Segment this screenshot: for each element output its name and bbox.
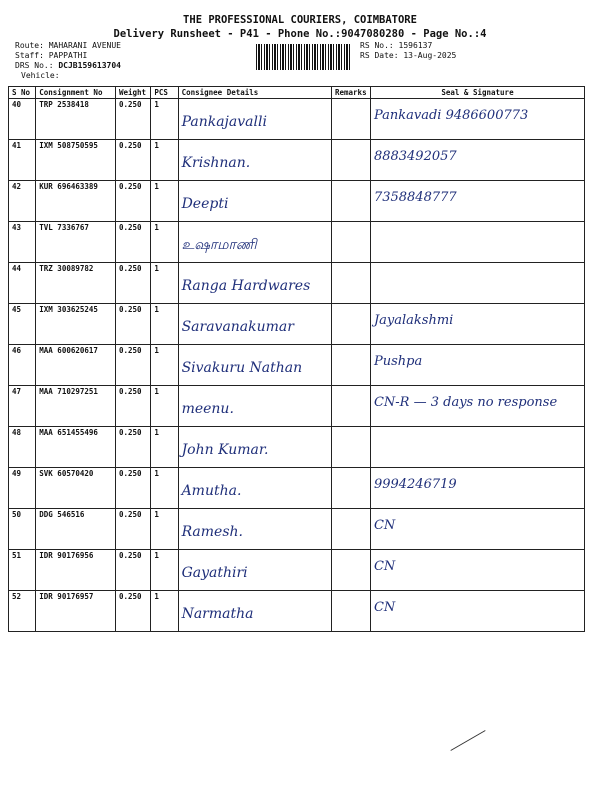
row-remarks-cell: [331, 222, 370, 263]
row-weight-cell: [115, 222, 150, 263]
row-remarks-cell: [331, 345, 370, 386]
row-pcs-cell: [151, 181, 178, 222]
row-sno: 44: [12, 264, 22, 273]
drs-value: DCJB159613704: [58, 61, 121, 70]
row-remarks-cell: [331, 140, 370, 181]
row-consignee-name: Saravanakumar: [181, 319, 294, 335]
row-seal-signature: Jayalakshmi: [373, 313, 454, 328]
row-seal-signature-cell: [370, 550, 584, 591]
rs-no-value: 1596137: [398, 41, 433, 50]
row-sno: 48: [12, 428, 22, 437]
row-seal-signature-cell: [370, 468, 584, 509]
table-row: [9, 468, 585, 509]
row-consignment-no: MAA 600620617: [39, 346, 98, 355]
row-consignee-name-cell: [178, 468, 331, 509]
row-weight: 0.250: [118, 551, 142, 560]
col-weight: Weight: [115, 87, 150, 99]
table-row: [9, 427, 585, 468]
row-sno: 45: [12, 305, 22, 314]
row-consignment-no-cell: [36, 181, 116, 222]
row-consignment-no: IXM 508750595: [39, 141, 98, 150]
right-meta: [360, 41, 456, 61]
row-remarks-cell: [331, 181, 370, 222]
row-pcs-cell: [151, 386, 178, 427]
left-meta: [15, 41, 121, 81]
staff-label: Staff:: [15, 51, 44, 60]
row-consignment-no-cell: [36, 591, 116, 632]
row-weight: 0.250: [118, 182, 142, 191]
row-consignee-name: Ranga Hardwares: [181, 278, 311, 294]
row-pcs-cell: [151, 509, 178, 550]
table-row: [9, 509, 585, 550]
row-weight-cell: [115, 386, 150, 427]
row-consignee-name-cell: [178, 181, 331, 222]
row-weight: 0.250: [118, 346, 142, 355]
row-consignee-name-cell: [178, 386, 331, 427]
row-weight-cell: [115, 591, 150, 632]
row-pcs: 1: [154, 264, 159, 273]
row-consignment-no: IDR 90176956: [39, 551, 94, 560]
row-consignment-no-cell: [36, 509, 116, 550]
table-row: [9, 345, 585, 386]
row-consignment-no-cell: [36, 427, 116, 468]
table-row: [9, 550, 585, 591]
row-pcs-cell: [151, 550, 178, 591]
row-seal-signature-cell: [370, 99, 584, 140]
row-remarks-cell: [331, 99, 370, 140]
row-consignment-no: KUR 696463389: [39, 182, 98, 191]
row-weight: 0.250: [118, 510, 142, 519]
row-consignee-name-cell: [178, 222, 331, 263]
row-weight-cell: [115, 550, 150, 591]
row-seal-signature-cell: [370, 509, 584, 550]
row-sno-cell: [9, 304, 36, 345]
row-weight-cell: [115, 263, 150, 304]
row-pcs: 1: [154, 223, 159, 232]
row-weight-cell: [115, 304, 150, 345]
row-pcs: 1: [154, 182, 159, 191]
row-sno-cell: [9, 263, 36, 304]
table-row: [9, 181, 585, 222]
row-pcs: 1: [154, 592, 159, 601]
row-weight: 0.250: [118, 592, 142, 601]
row-weight-cell: [115, 345, 150, 386]
row-consignment-no: SVK 60570420: [39, 469, 94, 478]
row-pcs: 1: [154, 141, 159, 150]
row-pcs-cell: [151, 468, 178, 509]
staff-value: PAPPATHI: [48, 51, 88, 60]
row-seal-signature: 9994246719: [373, 477, 457, 492]
row-weight: 0.250: [118, 141, 142, 150]
row-seal-signature-cell: [370, 263, 584, 304]
table-row: [9, 591, 585, 632]
row-consignment-no-cell: [36, 140, 116, 181]
row-consignee-name-cell: [178, 591, 331, 632]
row-sno-cell: [9, 140, 36, 181]
row-consignment-no-cell: [36, 304, 116, 345]
runsheet-subtitle: Delivery Runsheet - P41 - Phone No.:9047080280 - Page No.:4: [113, 28, 487, 40]
row-weight-cell: [115, 99, 150, 140]
row-consignment-no: DDG 546516: [39, 510, 85, 519]
row-pcs: 1: [154, 346, 159, 355]
barcode-image: [256, 44, 352, 70]
row-consignment-no: TRZ 30089782: [39, 264, 94, 273]
row-seal-signature: CN: [373, 559, 396, 574]
row-seal-signature: CN-R — 3 days no response: [373, 395, 558, 410]
drs-label: DRS No.:: [15, 61, 54, 70]
row-weight: 0.250: [118, 264, 142, 273]
row-pcs: 1: [154, 305, 159, 314]
table-row: [9, 304, 585, 345]
row-seal-signature-cell: [370, 222, 584, 263]
row-pcs-cell: [151, 99, 178, 140]
route-label: Route:: [15, 41, 44, 50]
row-seal-signature: Pankavadi 9486600773: [373, 108, 529, 123]
runsheet-table: [8, 86, 585, 632]
row-consignee-name-cell: [178, 304, 331, 345]
row-sno-cell: [9, 591, 36, 632]
table-row: [9, 99, 585, 140]
row-consignee-name: Narmatha: [181, 606, 254, 622]
row-consignee-name: meenu.: [181, 401, 234, 417]
row-sno-cell: [9, 468, 36, 509]
row-pcs-cell: [151, 222, 178, 263]
row-weight: 0.250: [118, 100, 142, 109]
row-consignment-no-cell: [36, 386, 116, 427]
row-weight-cell: [115, 427, 150, 468]
table-row: [9, 140, 585, 181]
row-consignment-no: IDR 90176957: [39, 592, 94, 601]
row-remarks-cell: [331, 263, 370, 304]
row-seal-signature-cell: [370, 427, 584, 468]
row-sno: 42: [12, 182, 22, 191]
row-weight: 0.250: [118, 223, 142, 232]
rs-date-value: 13-Aug-2025: [403, 51, 457, 60]
row-sno: 51: [12, 551, 22, 560]
row-consignment-no-cell: [36, 345, 116, 386]
row-consignment-no-cell: [36, 263, 116, 304]
row-sno-cell: [9, 386, 36, 427]
row-consignment-no: MAA 710297251: [39, 387, 98, 396]
row-seal-signature-cell: [370, 304, 584, 345]
row-consignee-name-cell: [178, 509, 331, 550]
row-pcs-cell: [151, 427, 178, 468]
row-seal-signature: 8883492057: [373, 149, 457, 164]
row-seal-signature-cell: [370, 140, 584, 181]
row-sno: 52: [12, 592, 22, 601]
row-remarks-cell: [331, 509, 370, 550]
row-weight: 0.250: [118, 469, 142, 478]
row-consignment-no-cell: [36, 222, 116, 263]
row-remarks-cell: [331, 550, 370, 591]
row-consignment-no: TVL 7336767: [39, 223, 89, 232]
row-pcs: 1: [154, 428, 159, 437]
row-weight-cell: [115, 509, 150, 550]
row-seal-signature: 7358848777: [373, 190, 457, 205]
row-pcs: 1: [154, 469, 159, 478]
row-consignment-no-cell: [36, 550, 116, 591]
table-row: [9, 222, 585, 263]
row-consignment-no: IXM 303625245: [39, 305, 98, 314]
col-pcs: PCS: [151, 87, 178, 99]
table-row: [9, 263, 585, 304]
row-consignment-no-cell: [36, 99, 116, 140]
row-sno: 50: [12, 510, 22, 519]
row-sno: 43: [12, 223, 22, 232]
row-consignment-no: TRP 2538418: [39, 100, 89, 109]
table-header-row: [9, 87, 585, 99]
row-sno-cell: [9, 181, 36, 222]
col-seal-signature: Seal & Signature: [370, 87, 584, 99]
row-consignment-no: MAA 651455496: [39, 428, 98, 437]
row-consignee-name-cell: [178, 427, 331, 468]
col-consignee: Consignee Details: [178, 87, 331, 99]
row-sno-cell: [9, 99, 36, 140]
row-seal-signature-cell: [370, 386, 584, 427]
rs-date-label: RS Date:: [360, 51, 399, 60]
row-pcs: 1: [154, 510, 159, 519]
row-sno-cell: [9, 509, 36, 550]
row-seal-signature-cell: [370, 181, 584, 222]
company-title: THE PROFESSIONAL COURIERS, COIMBATORE: [183, 14, 417, 26]
row-seal-signature-cell: [370, 591, 584, 632]
pen-stroke: [450, 730, 485, 751]
rs-no-label: RS No.:: [360, 41, 394, 50]
col-remarks: Remarks: [331, 87, 370, 99]
row-consignee-name-cell: [178, 99, 331, 140]
row-consignee-name: John Kumar.: [181, 442, 269, 458]
row-seal-signature: CN: [373, 600, 396, 615]
row-consignee-name: Krishnan.: [181, 155, 251, 171]
row-consignee-name: Ramesh.: [181, 524, 243, 540]
row-seal-signature: Pushpa: [373, 354, 423, 369]
row-remarks-cell: [331, 427, 370, 468]
row-consignee-name: உஷாமாணி: [181, 237, 257, 253]
row-sno-cell: [9, 550, 36, 591]
vehicle-label: Vehicle:: [21, 71, 60, 80]
row-sno-cell: [9, 427, 36, 468]
row-pcs-cell: [151, 591, 178, 632]
row-weight: 0.250: [118, 305, 142, 314]
row-weight-cell: [115, 140, 150, 181]
row-consignee-name: Gayathiri: [181, 565, 248, 581]
col-consignment: Consignment No: [36, 87, 116, 99]
row-sno-cell: [9, 222, 36, 263]
row-sno: 40: [12, 100, 22, 109]
row-pcs: 1: [154, 100, 159, 109]
row-pcs: 1: [154, 551, 159, 560]
table-row: [9, 386, 585, 427]
row-pcs-cell: [151, 263, 178, 304]
row-pcs-cell: [151, 140, 178, 181]
row-consignee-name: Pankajavalli: [181, 114, 267, 130]
row-sno-cell: [9, 345, 36, 386]
row-consignee-name-cell: [178, 345, 331, 386]
row-sno: 41: [12, 141, 22, 150]
row-remarks-cell: [331, 304, 370, 345]
row-remarks-cell: [331, 468, 370, 509]
col-sno: S No: [9, 87, 36, 99]
route-value: MAHARANI AVENUE: [48, 41, 121, 50]
row-pcs-cell: [151, 345, 178, 386]
row-consignee-name-cell: [178, 263, 331, 304]
row-weight: 0.250: [118, 387, 142, 396]
row-weight-cell: [115, 181, 150, 222]
row-consignee-name: Deepti: [181, 196, 229, 212]
row-seal-signature: CN: [373, 518, 396, 533]
row-pcs-cell: [151, 304, 178, 345]
row-consignee-name: Amutha.: [181, 483, 242, 499]
row-seal-signature-cell: [370, 345, 584, 386]
row-sno: 47: [12, 387, 22, 396]
row-consignee-name-cell: [178, 140, 331, 181]
row-weight: 0.250: [118, 428, 142, 437]
row-sno: 46: [12, 346, 22, 355]
row-consignee-name-cell: [178, 550, 331, 591]
row-consignee-name: Sivakuru Nathan: [181, 360, 303, 376]
row-pcs: 1: [154, 387, 159, 396]
row-consignment-no-cell: [36, 468, 116, 509]
row-remarks-cell: [331, 591, 370, 632]
row-weight-cell: [115, 468, 150, 509]
row-sno: 49: [12, 469, 22, 478]
row-remarks-cell: [331, 386, 370, 427]
